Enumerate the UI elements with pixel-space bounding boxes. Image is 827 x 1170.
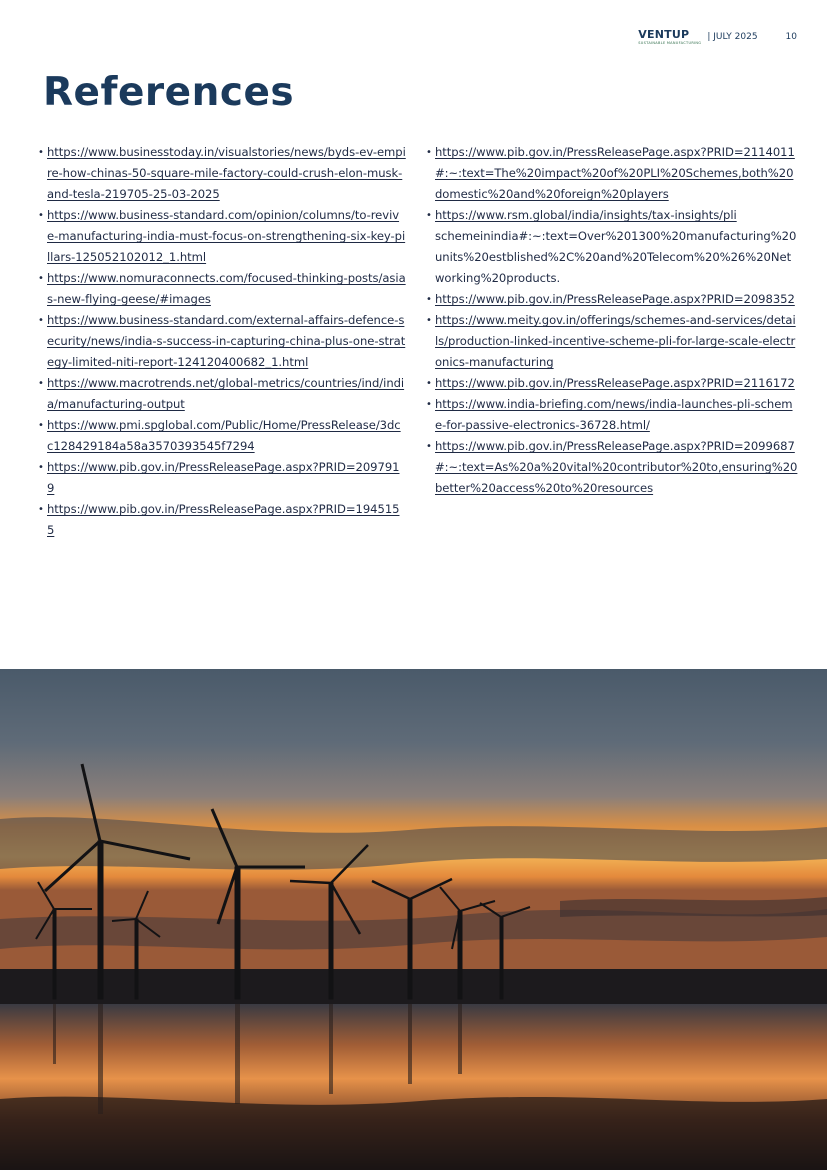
- reference-link[interactable]: https://www.pib.gov.in/PressReleasePage.aspx?PRID=2114011#:~:text=The%20impact%20of%20PLI%20Schemes,both%20domestic%20and%20foreign%20players: [435, 145, 795, 201]
- list-item: [38, 457, 406, 499]
- reference-link[interactable]: https://www.pib.gov.in/PressReleasePage.aspx?PRID=1945155: [47, 502, 400, 537]
- reference-link[interactable]: https://www.pib.gov.in/PressReleasePage.aspx?PRID=2097919: [47, 460, 400, 495]
- issue-date: | JULY 2025: [707, 32, 758, 42]
- list-item: [38, 142, 406, 205]
- reference-link[interactable]: https://www.pib.gov.in/PressReleasePage.aspx?PRID=2098352: [435, 292, 795, 306]
- list-item: [38, 415, 406, 457]
- page-title: References: [43, 70, 295, 115]
- reference-continuation: schemeinindia#:~:text=Over%201300%20manufacturing%20units%20estblished%2C%20and%20Telecom%20%26%20Networking%20products.: [435, 229, 797, 285]
- reference-link[interactable]: https://www.rsm.global/india/insights/tax-insights/pli: [435, 208, 737, 222]
- list-item: [426, 310, 798, 373]
- reference-link[interactable]: https://www.macrotrends.net/global-metrics/countries/ind/india/manufacturing-output: [47, 376, 405, 411]
- list-item: [38, 499, 406, 541]
- reference-link[interactable]: https://www.businesstoday.in/visualstories/news/byds-ev-empire-how-chinas-50-square-mile-factory-could-crush-elon-musk-and-tesla-219705-25-03-2025: [47, 145, 406, 201]
- wind-turbines-sunset-photo: [0, 669, 827, 1170]
- logo-wordmark: VENTUP: [638, 28, 690, 41]
- list-item: [426, 373, 798, 394]
- list-item: [426, 205, 798, 289]
- list-item: [426, 436, 798, 499]
- references-list-left: [38, 142, 406, 541]
- logo-tagline: SUSTAINABLE MANUFACTURING: [638, 41, 702, 45]
- reference-link[interactable]: https://www.business-standard.com/opinion/columns/to-revive-manufacturing-india-must-focus-on-strengthening-six-key-pillars-125052102012_1.html: [47, 208, 406, 264]
- list-item: [38, 205, 406, 268]
- photo-illustration: [0, 669, 827, 1170]
- reference-link[interactable]: https://www.pib.gov.in/PressReleasePage.aspx?PRID=2099687#:~:text=As%20a%20vital%20contributor%20to,ensuring%20better%20access%20to%20resources: [435, 439, 798, 495]
- page-header: [638, 27, 797, 47]
- ventup-logo: [638, 29, 701, 45]
- list-item: [38, 373, 406, 415]
- page-number: 10: [785, 32, 797, 42]
- reference-link[interactable]: https://www.pib.gov.in/PressReleasePage.aspx?PRID=2116172: [435, 376, 795, 390]
- list-item: [38, 268, 406, 310]
- reference-link[interactable]: https://www.pmi.spglobal.com/Public/Home/PressRelease/3dcc128429184a58a3570393545f7294: [47, 418, 401, 453]
- reference-link[interactable]: https://www.business-standard.com/external-affairs-defence-security/news/india-s-success-in-capturing-china-plus-one-strategy-limited-niti-report-124120400682_1.html: [47, 313, 406, 369]
- reference-link[interactable]: https://www.india-briefing.com/news/india-launches-pli-scheme-for-passive-electronics-36728.html/: [435, 397, 793, 432]
- reference-link[interactable]: https://www.meity.gov.in/offerings/schemes-and-services/details/production-linked-incentive-scheme-pli-for-large-scale-electronics-manufacturing: [435, 313, 796, 369]
- reference-link[interactable]: https://www.nomuraconnects.com/focused-thinking-posts/asias-new-flying-geese/#images: [47, 271, 406, 306]
- list-item: [426, 394, 798, 436]
- list-item: [38, 310, 406, 373]
- list-item: [426, 142, 798, 205]
- list-item: [426, 289, 798, 310]
- references-list-right: [426, 142, 798, 499]
